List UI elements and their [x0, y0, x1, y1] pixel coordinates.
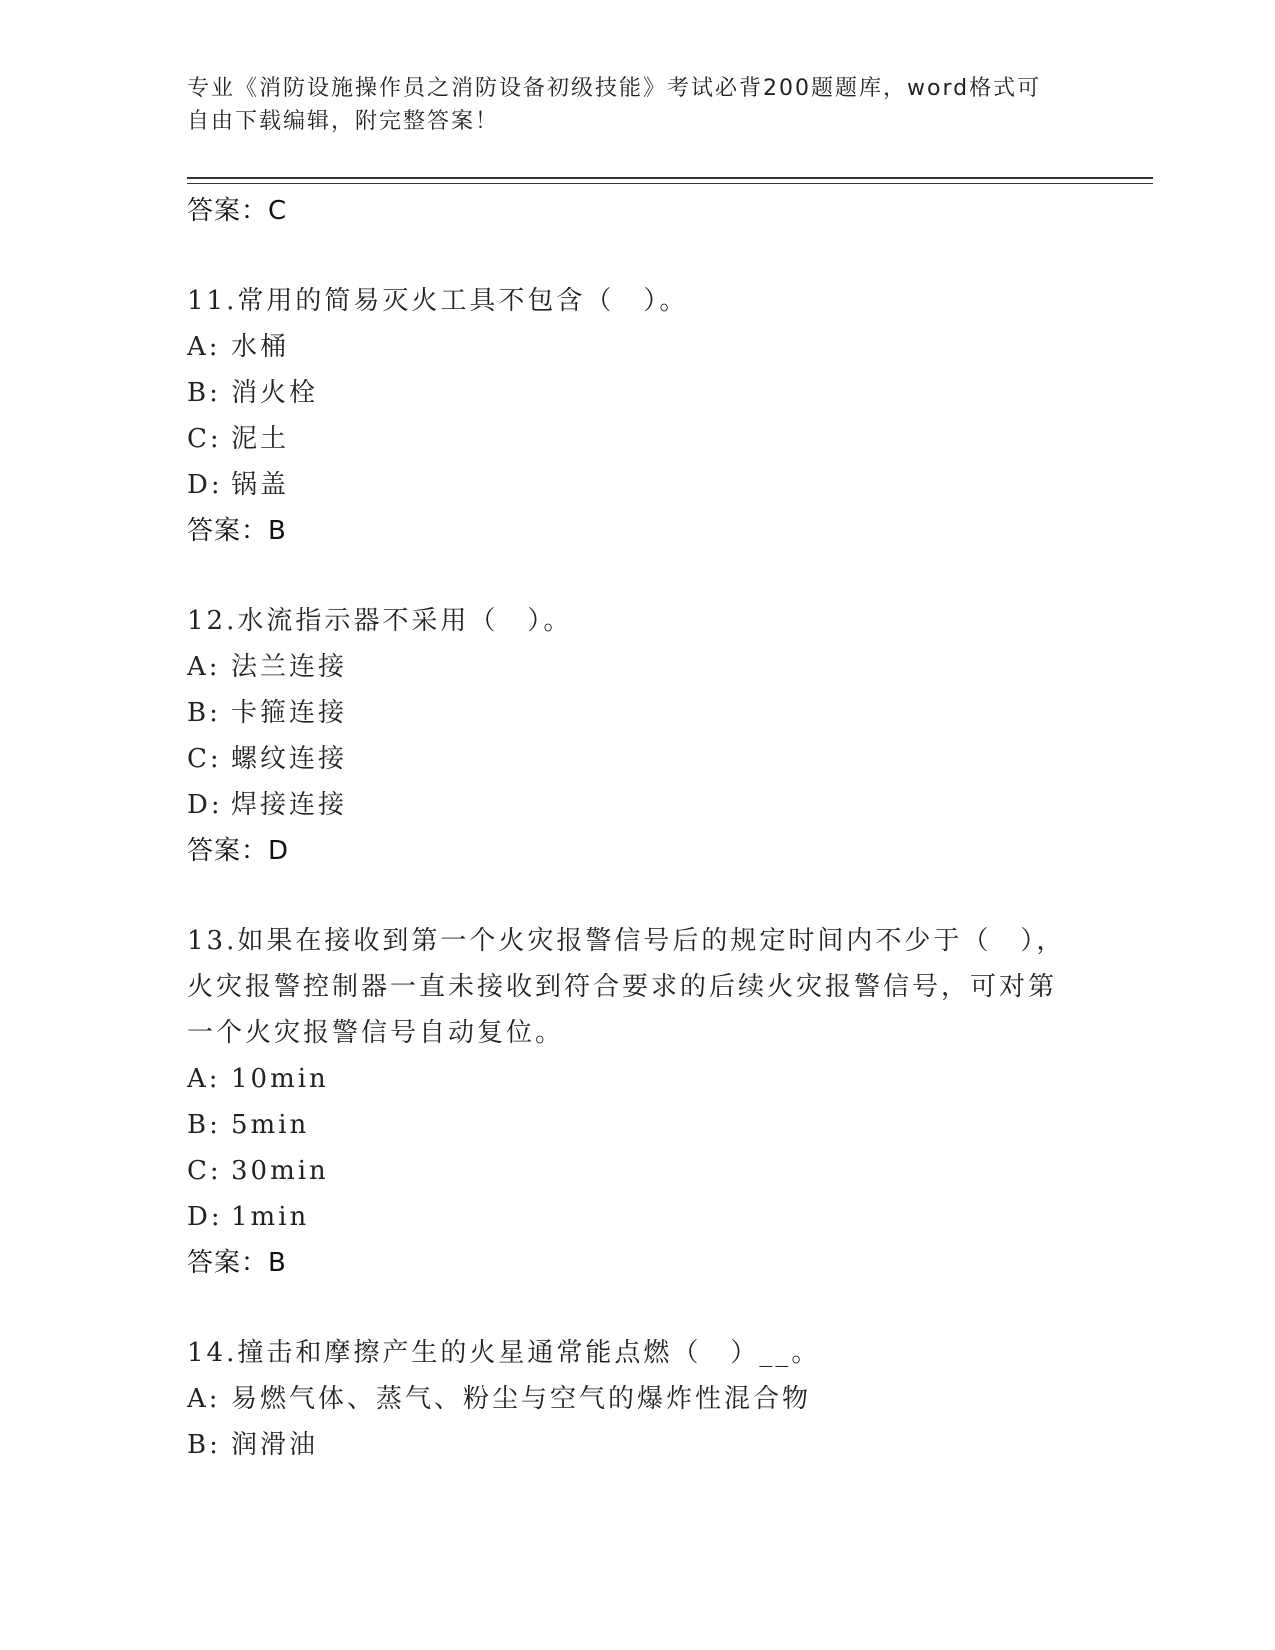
- option-a: [187, 1376, 1087, 1422]
- header-line-2: 自由下载编辑，附完整答案！: [187, 109, 500, 134]
- header-divider-thick: [187, 177, 1153, 179]
- option-key: A:: [187, 332, 221, 362]
- question-13: [187, 918, 1087, 1286]
- option-key: C:: [187, 424, 222, 454]
- option-d: [187, 1194, 1087, 1240]
- option-text: 水桶: [231, 332, 290, 362]
- question-stem-line-2: 火灾报警控制器一直未接收到符合要求的后续火灾报警信号，可对第: [187, 972, 1058, 1002]
- header-line-1: 专业《消防设施操作员之消防设备初级技能》考试必背200题题库，word格式可: [187, 76, 1042, 101]
- option-text: 消火栓: [231, 378, 319, 408]
- option-text: 螺纹连接: [231, 744, 348, 774]
- answer: 答案：B: [187, 516, 287, 546]
- question-14: [187, 1330, 1087, 1468]
- option-text: 10min: [231, 1064, 329, 1094]
- question-stem-line-1: 13.如果在接收到第一个火灾报警信号后的规定时间内不少于（ ），: [187, 926, 1066, 956]
- answer: 答案：D: [187, 836, 290, 866]
- option-b: [187, 1422, 1087, 1468]
- option-d: [187, 462, 1087, 508]
- option-key: D:: [187, 1202, 223, 1232]
- option-key: B:: [187, 698, 221, 728]
- option-key: D:: [187, 470, 223, 500]
- option-text: 润滑油: [231, 1430, 319, 1460]
- option-a: [187, 644, 1087, 690]
- question-stem: 12.水流指示器不采用（ ）。: [187, 606, 573, 636]
- option-text: 焊接连接: [231, 790, 348, 820]
- option-b: [187, 370, 1087, 416]
- option-a: [187, 1056, 1087, 1102]
- option-text: 法兰连接: [231, 652, 348, 682]
- option-key: A:: [187, 1064, 221, 1094]
- option-text: 1min: [231, 1202, 310, 1232]
- option-text: 5min: [231, 1110, 310, 1140]
- answer-previous-question: 答案：C: [187, 196, 288, 226]
- option-d: [187, 782, 1087, 828]
- question-stem: 14.撞击和摩擦产生的火星通常能点燃（ ）__。: [187, 1338, 821, 1368]
- question-stem-line-3: 一个火灾报警信号自动复位。: [187, 1018, 565, 1048]
- option-key: D:: [187, 790, 223, 820]
- option-key: A:: [187, 652, 221, 682]
- option-key: A:: [187, 1384, 221, 1414]
- question-stem: 11.常用的简易灭火工具不包含（ ）。: [187, 286, 689, 316]
- option-text: 30min: [231, 1156, 329, 1186]
- answer: 答案：B: [187, 1248, 287, 1278]
- option-a: [187, 324, 1087, 370]
- question-12: [187, 598, 1087, 874]
- option-key: C:: [187, 1156, 222, 1186]
- document-header: [187, 72, 1067, 138]
- option-c: [187, 1148, 1087, 1194]
- option-key: B:: [187, 1110, 221, 1140]
- option-b: [187, 1102, 1087, 1148]
- option-text: 易燃气体、蒸气、粉尘与空气的爆炸性混合物: [231, 1384, 812, 1414]
- option-b: [187, 690, 1087, 736]
- question-11: [187, 278, 1087, 554]
- question-list: [187, 188, 1087, 1468]
- option-key: C:: [187, 744, 222, 774]
- option-text: 卡箍连接: [231, 698, 348, 728]
- option-key: B:: [187, 1430, 221, 1460]
- option-text: 锅盖: [231, 470, 290, 500]
- option-key: B:: [187, 378, 221, 408]
- header-divider-thin: [187, 183, 1153, 184]
- option-c: [187, 416, 1087, 462]
- option-text: 泥土: [231, 424, 290, 454]
- option-c: [187, 736, 1087, 782]
